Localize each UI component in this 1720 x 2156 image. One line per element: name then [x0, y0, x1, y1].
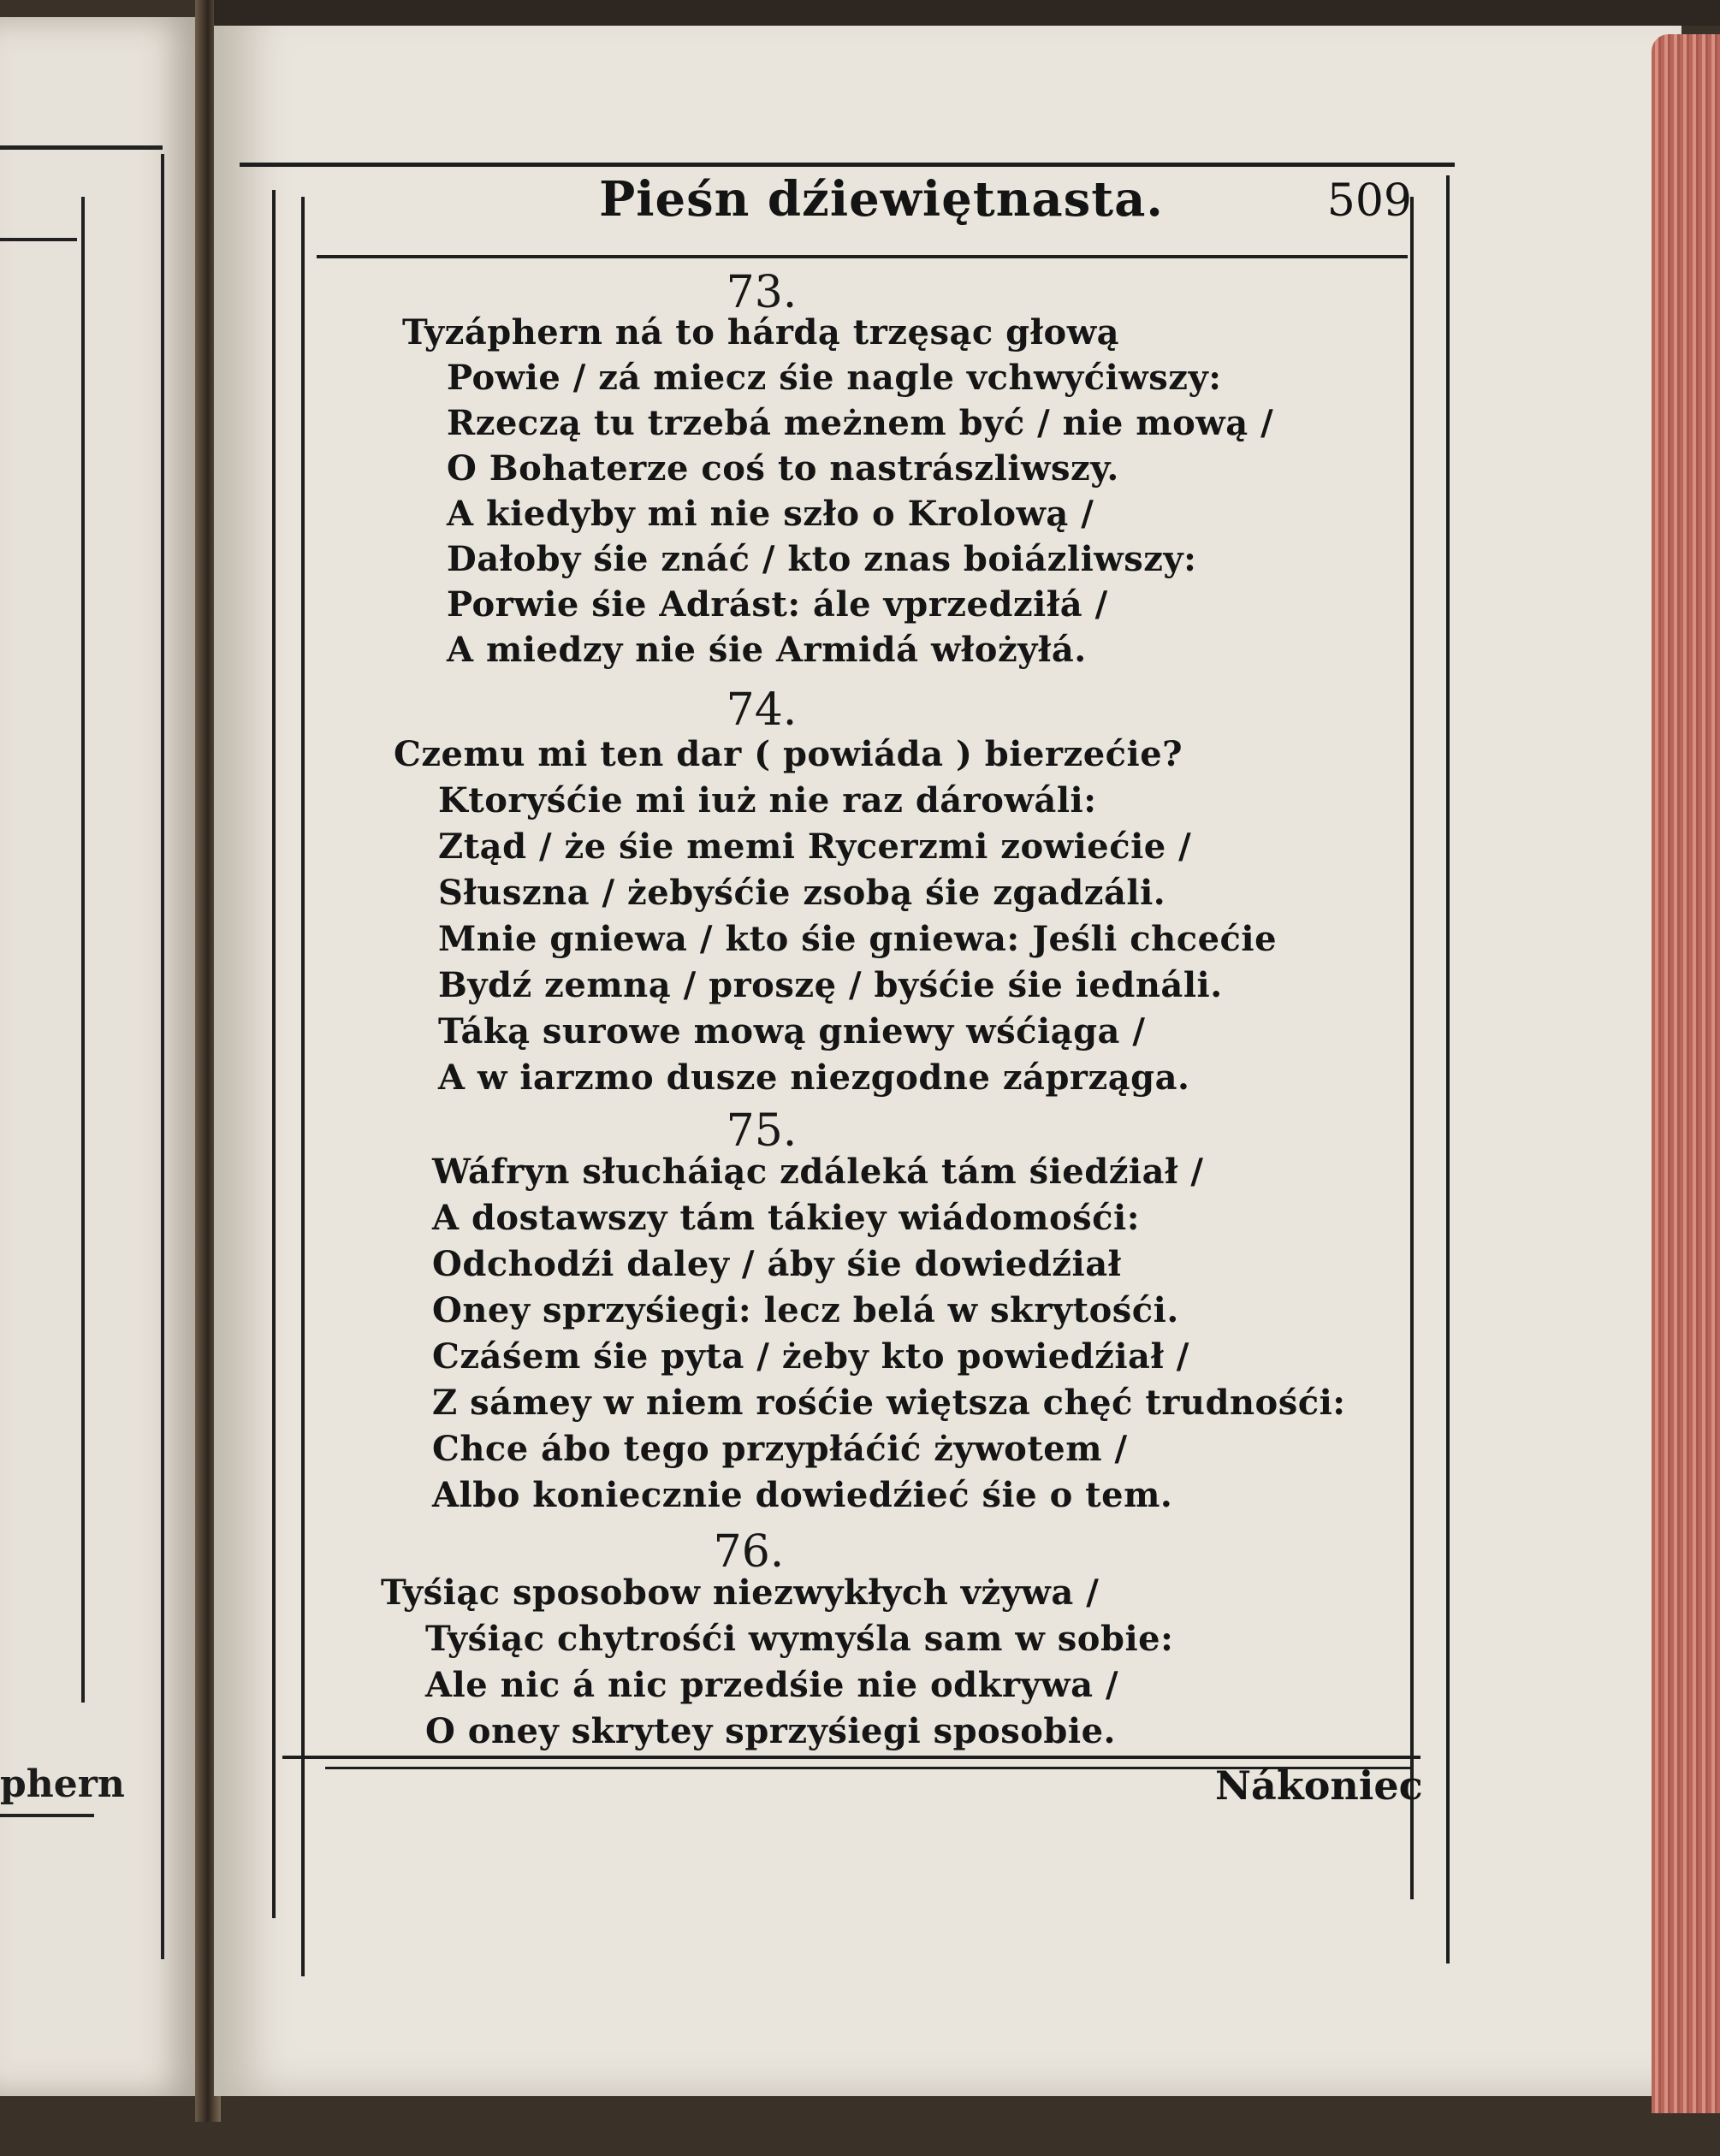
verse-line: Ztąd / że śie memi Rycerzmi zowiećie /: [438, 826, 1192, 867]
verse-line: Wáfryn słucháiąc zdáleká tám śiedźiał /: [432, 1152, 1204, 1192]
verse-line: Tyśiąc chytrośći wymyśla sam w sobie:: [425, 1619, 1174, 1659]
verse-line: Oney sprzyśiegi: lecz belá w skrytośći.: [432, 1290, 1179, 1330]
frame-rule-left-inner: [301, 197, 305, 1976]
verse-line: Dałoby śie znáć / kto znas boiázliwszy:: [447, 539, 1197, 579]
left-page: [0, 17, 201, 2096]
frame-rule-top-inner: [317, 255, 1408, 258]
page-number: 509: [1326, 175, 1412, 227]
verse-line: A miedzy nie śie Armidá włożyłá.: [447, 630, 1087, 670]
stanza-number: 75.: [726, 1105, 798, 1157]
verse-line: O oney skrytey sprzyśiegi sposobie.: [425, 1711, 1116, 1751]
verse-line: Z sámey w niem rośćie więtsza chęć trudnośći:: [432, 1383, 1346, 1423]
verse-line: Tyzáphern ná to hárdą trzęsąc głową: [402, 312, 1120, 352]
frame-line: [81, 197, 85, 1703]
verse-line: Albo koniecznie dowiedźieć śie o tem.: [432, 1475, 1173, 1515]
verse-line: Tyśiąc sposobow niezwykłych vżywa /: [381, 1573, 1100, 1613]
verse-line: Rzeczą tu trzebá meżnem być / nie mową /: [447, 403, 1274, 443]
verse-line: Słuszna / żebyśćie zsobą śie zgadzáli.: [438, 873, 1166, 913]
frame-rule-right: [1446, 175, 1450, 1964]
frame-rule-bottom: [282, 1756, 1420, 1759]
verse-line: Czemu mi ten dar ( powiáda ) bierzećie?: [394, 734, 1183, 774]
rule: [0, 145, 163, 150]
catchword: Nákoniec: [1215, 1762, 1423, 1809]
stanza-number: 74.: [726, 684, 798, 736]
verse-line: Powie / zá miecz śie nagle vchwyćiwszy:: [447, 358, 1222, 398]
verse-line: A w iarzmo dusze niezgodne záprząga.: [438, 1057, 1190, 1098]
left-catchword: phern: [0, 1762, 125, 1806]
frame-line: [161, 154, 164, 1959]
stanza-number: 73.: [726, 267, 798, 318]
frame-rule-top: [240, 163, 1455, 167]
frame-rule-left: [272, 190, 276, 1918]
running-title: Pieśn dźiewiętnasta.: [599, 171, 1164, 228]
top-edge: [214, 0, 1720, 26]
page-edges: [1652, 34, 1720, 2113]
verse-line: O Bohaterze coś to nastrászliwszy.: [447, 448, 1119, 489]
verse-line: A kiedyby mi nie szło o Krolową /: [447, 494, 1094, 534]
verse-line: Bydź zemną / proszę / byśćie śie iednáli.: [438, 965, 1223, 1005]
verse-line: Ale nic á nic przedśie nie odkrywa /: [425, 1665, 1119, 1705]
stanza-number: 76.: [713, 1526, 785, 1578]
verse-line: Chce ábo tego przypłáćić żywotem /: [432, 1429, 1128, 1469]
rule: [0, 238, 77, 241]
verse-line: Odchodźi daley / áby śie dowiedźiał: [432, 1244, 1122, 1284]
verse-line: Czáśem śie pyta / żeby kto powiedźiał /: [432, 1336, 1189, 1377]
rule: [0, 1814, 94, 1817]
verse-line: Ktoryśćie mi iuż nie raz dárowáli:: [438, 780, 1097, 820]
verse-line: Porwie śie Adrást: ále vprzedziłá /: [447, 584, 1108, 625]
verse-line: Táką surowe mową gniewy wśćiąga /: [438, 1011, 1146, 1051]
verse-line: A dostawszy tám tákiey wiádomośći:: [432, 1198, 1140, 1238]
verse-line: Mnie gniewa / kto śie gniewa: Jeśli chcećie: [438, 919, 1278, 959]
frame-rule-right-inner: [1410, 197, 1414, 1899]
